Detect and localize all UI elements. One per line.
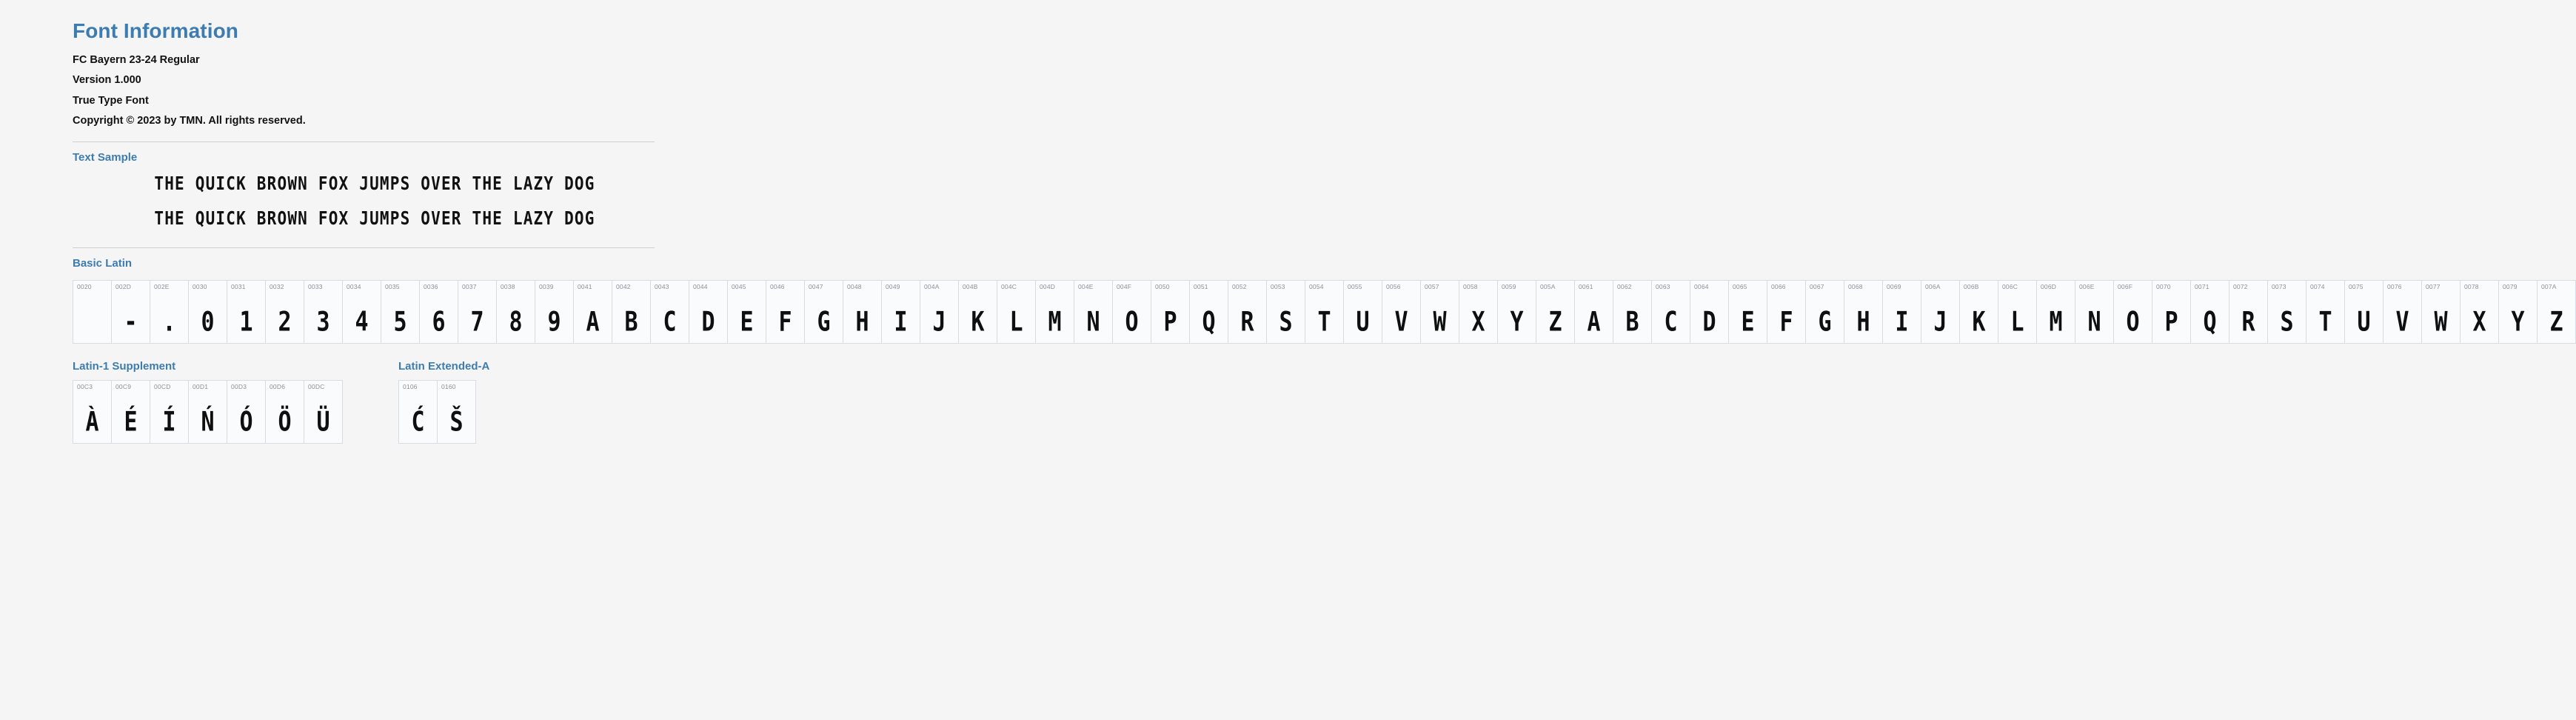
glyph-character: Y [1510,306,1524,338]
latin-extended-a-glyph-grid [398,380,476,444]
font-metadata [73,50,655,131]
glyph-codepoint: 0069 [1887,282,1901,290]
glyph-cell[interactable] [1767,281,1806,344]
glyph-codepoint: 004A [924,282,940,290]
glyph-codepoint: 0076 [2387,282,2402,290]
glyph-character: R [2241,306,2255,338]
latin-extended-a-heading: Latin Extended-A [398,359,490,373]
glyph-codepoint: 0071 [2195,282,2209,290]
glyph-character: 0 [201,306,215,338]
glyph-codepoint: 00DC [308,382,325,390]
basic-latin-glyph-grid [73,280,2576,344]
glyph-cell[interactable] [1960,281,1998,344]
glyph-character: 3 [316,306,330,338]
glyph-codepoint: 006C [2002,282,2018,290]
glyph-character: Y [2511,306,2525,338]
glyph-cell[interactable] [1113,281,1151,344]
glyph-cell[interactable] [574,281,612,344]
glyph-cell[interactable] [1575,281,1613,344]
latin1-supplement-section [73,360,398,444]
text-sample-line-2: THE QUICK BROWN FOX JUMPS OVER THE LAZY DOG [154,207,595,230]
glyph-cell[interactable] [266,381,304,444]
glyph-character: J [1933,306,1947,338]
glyph-codepoint: 0056 [1386,282,1401,290]
glyph-codepoint: 00D6 [270,382,286,390]
divider-middle [73,247,655,248]
glyph-codepoint: 006B [1964,282,1979,290]
glyph-cell[interactable] [2537,281,2576,344]
glyph-cell[interactable] [959,281,997,344]
glyph-character: Ć [411,406,425,438]
glyph-codepoint: 0042 [616,282,631,290]
glyph-cell[interactable] [2229,281,2268,344]
glyph-character: M [2049,306,2063,338]
glyph-codepoint: 0058 [1463,282,1478,290]
glyph-codepoint: 00CD [154,382,171,390]
glyph-character: G [1818,306,1832,338]
glyph-codepoint: 0106 [403,382,418,390]
glyph-cell[interactable] [2383,281,2422,344]
glyph-character: 9 [547,306,561,338]
glyph-cell[interactable] [1421,281,1459,344]
glyph-cell[interactable] [2460,281,2499,344]
glyph-codepoint: 0051 [1194,282,1208,290]
text-sample-line-1: THE QUICK BROWN FOX JUMPS OVER THE LAZY DOG [154,173,595,195]
glyph-codepoint: 0059 [1502,282,1516,290]
glyph-character: É [124,406,138,438]
text-sample-heading: Text Sample [73,151,138,164]
glyph-codepoint: 0046 [770,282,785,290]
glyph-cell[interactable] [227,381,266,444]
glyph-cell[interactable] [112,381,150,444]
glyph-cell[interactable] [1344,281,1382,344]
glyph-cell[interactable] [997,281,1036,344]
glyph-cell[interactable] [2306,281,2345,344]
glyph-codepoint: 006F [2118,282,2133,290]
glyph-cell[interactable] [73,381,112,444]
glyph-cell[interactable] [2345,281,2383,344]
glyph-codepoint: 0047 [809,282,823,290]
latin1-supplement-glyph-grid [73,380,343,444]
glyph-cell[interactable] [2191,281,2229,344]
glyph-cell[interactable] [689,281,728,344]
glyph-character: Z [1548,306,1562,338]
glyph-cell[interactable] [497,281,535,344]
glyph-codepoint: 00C9 [116,382,132,390]
glyph-character: Ö [278,406,292,438]
glyph-character: I [1895,306,1909,338]
glyph-codepoint: 004B [963,282,978,290]
glyph-cell[interactable] [381,281,420,344]
glyph-codepoint: 0066 [1771,282,1786,290]
font-type: True Type Font [73,94,149,107]
glyph-codepoint: 002D [116,282,132,290]
glyph-cell[interactable] [399,381,438,444]
glyph-cell[interactable] [438,381,476,444]
glyph-cell[interactable] [150,381,189,444]
glyph-codepoint: 004F [1117,282,1132,290]
glyph-character: S [1279,306,1293,338]
glyph-cell[interactable] [1036,281,1074,344]
glyph-character: R [1240,306,1254,338]
glyph-character: À [85,406,99,438]
glyph-character: H [855,306,869,338]
glyph-character: U [2357,306,2371,338]
glyph-codepoint: 0039 [539,282,554,290]
glyph-cell[interactable] [1074,281,1113,344]
glyph-character: - [124,306,138,338]
glyph-cell[interactable] [651,281,689,344]
glyph-codepoint: 0052 [1232,282,1247,290]
font-version: Version 1.000 [73,74,141,87]
glyph-character: W [1433,306,1447,338]
glyph-codepoint: 002E [154,282,170,290]
glyph-codepoint: 0050 [1155,282,1170,290]
glyph-character: F [1779,306,1793,338]
glyph-codepoint: 0057 [1425,282,1439,290]
glyph-codepoint: 0020 [77,282,92,290]
glyph-cell[interactable] [612,281,651,344]
glyph-cell[interactable] [2422,281,2460,344]
glyph-cell[interactable] [1613,281,1652,344]
glyph-cell[interactable] [1844,281,1883,344]
glyph-character: P [2164,306,2178,338]
glyph-character: S [2280,306,2294,338]
glyph-character: X [1471,306,1485,338]
glyph-character: V [2395,306,2409,338]
glyph-cell[interactable] [1690,281,1729,344]
glyph-codepoint: 0034 [347,282,361,290]
glyph-codepoint: 006A [1925,282,1941,290]
glyph-codepoint: 0031 [231,282,246,290]
glyph-character: M [1048,306,1062,338]
glyph-cell[interactable] [766,281,805,344]
glyph-character: O [1125,306,1139,338]
glyph-character: 6 [432,306,446,338]
glyph-character: D [1702,306,1716,338]
glyph-cell[interactable] [2075,281,2114,344]
supplement-sections [73,360,655,444]
glyph-cell[interactable] [189,381,227,444]
glyph-cell[interactable] [266,281,304,344]
glyph-character: 4 [355,306,369,338]
glyph-codepoint: 0044 [693,282,708,290]
glyph-codepoint: 0053 [1271,282,1285,290]
glyph-cell[interactable] [420,281,458,344]
basic-latin-heading: Basic Latin [73,256,133,270]
glyph-codepoint: 00D1 [193,382,209,390]
glyph-cell[interactable] [882,281,920,344]
glyph-cell[interactable] [73,281,112,344]
glyph-character: C [1664,306,1678,338]
glyph-codepoint: 0032 [270,282,284,290]
glyph-cell[interactable] [1228,281,1267,344]
glyph-cell[interactable] [535,281,574,344]
font-name: FC Bayern 23-24 Regular [73,54,200,66]
latin-extended-a-section [398,360,620,444]
glyph-cell[interactable] [1998,281,2037,344]
glyph-character: Q [2203,306,2217,338]
glyph-codepoint: 0075 [2349,282,2363,290]
glyph-codepoint: 007A [2541,282,2557,290]
glyph-cell[interactable] [1305,281,1344,344]
glyph-cell[interactable] [2037,281,2075,344]
glyph-cell[interactable] [1498,281,1536,344]
glyph-codepoint: 0070 [2156,282,2171,290]
glyph-codepoint: 00D3 [231,382,247,390]
glyph-codepoint: 006E [2079,282,2095,290]
glyph-character: U [1356,306,1370,338]
glyph-character: T [2318,306,2332,338]
glyph-character: E [740,306,754,338]
glyph-cell[interactable] [1267,281,1305,344]
glyph-character: 7 [470,306,484,338]
glyph-cell[interactable] [304,281,343,344]
glyph-character: A [586,306,600,338]
glyph-character: B [1625,306,1639,338]
glyph-codepoint: 0043 [655,282,669,290]
glyph-cell[interactable] [343,281,381,344]
glyph-character: Ó [239,406,253,438]
glyph-character: Z [2549,306,2563,338]
glyph-codepoint: 0063 [1656,282,1670,290]
glyph-codepoint: 004D [1040,282,1056,290]
glyph-character: L [1009,306,1023,338]
glyph-codepoint: 0030 [193,282,207,290]
glyph-cell[interactable] [304,381,343,444]
glyph-cell[interactable] [1190,281,1228,344]
glyph-cell[interactable] [1883,281,1921,344]
glyph-codepoint: 004E [1078,282,1094,290]
glyph-character: J [932,306,946,338]
glyph-codepoint: 00C3 [77,382,93,390]
glyph-character: K [1972,306,1986,338]
glyph-cell[interactable] [728,281,766,344]
glyph-cell[interactable] [1536,281,1575,344]
glyph-character: G [817,306,831,338]
glyph-character: K [971,306,985,338]
glyph-cell[interactable] [1921,281,1960,344]
glyph-cell[interactable] [227,281,266,344]
font-copyright: Copyright © 2023 by TMN. All rights reserved. [73,114,306,127]
glyph-cell[interactable] [1459,281,1498,344]
glyph-character: X [2472,306,2486,338]
glyph-codepoint: 0037 [462,282,477,290]
glyph-character: B [624,306,638,338]
glyph-character: Ü [316,406,330,438]
glyph-cell[interactable] [1382,281,1421,344]
glyph-codepoint: 0061 [1579,282,1593,290]
glyph-codepoint: 0077 [2426,282,2440,290]
divider-top [73,141,655,142]
glyph-cell[interactable] [2152,281,2191,344]
glyph-codepoint: 0041 [578,282,592,290]
glyph-codepoint: 0036 [424,282,438,290]
glyph-character: L [2010,306,2024,338]
glyph-character: N [1086,306,1100,338]
glyph-character: W [2434,306,2448,338]
glyph-character: C [663,306,677,338]
glyph-character: Q [1202,306,1216,338]
glyph-cell[interactable] [112,281,150,344]
glyph-codepoint: 0062 [1617,282,1632,290]
glyph-cell[interactable] [150,281,189,344]
glyph-codepoint: 0078 [2464,282,2479,290]
glyph-character: D [701,306,715,338]
glyph-character: A [1587,306,1601,338]
glyph-codepoint: 0048 [847,282,862,290]
glyph-character: V [1394,306,1408,338]
glyph-cell[interactable] [458,281,497,344]
glyph-character: 5 [393,306,407,338]
glyph-cell[interactable] [1806,281,1844,344]
glyph-codepoint: 004C [1001,282,1017,290]
glyph-codepoint: 0074 [2310,282,2325,290]
glyph-character: 2 [278,306,292,338]
glyph-character: . [162,306,176,338]
glyph-character: Š [449,406,464,438]
glyph-codepoint: 0072 [2233,282,2248,290]
glyph-codepoint: 005A [1540,282,1556,290]
glyph-character: T [1317,306,1331,338]
glyph-cell[interactable] [2268,281,2306,344]
glyph-codepoint: 0049 [886,282,900,290]
glyph-character: O [2126,306,2140,338]
glyph-character: P [1163,306,1177,338]
glyph-cell[interactable] [920,281,959,344]
glyph-cell[interactable] [2114,281,2152,344]
glyph-character: Í [162,406,176,438]
glyph-codepoint: 0038 [501,282,515,290]
glyph-codepoint: 0068 [1848,282,1863,290]
glyph-character: E [1741,306,1755,338]
glyph-cell[interactable] [1729,281,1767,344]
glyph-codepoint: 0065 [1733,282,1747,290]
glyph-character: H [1856,306,1870,338]
glyph-codepoint: 0064 [1694,282,1709,290]
glyph-character: I [894,306,908,338]
glyph-codepoint: 0033 [308,282,323,290]
basic-latin-section [73,256,2563,344]
glyph-cell[interactable] [2499,281,2537,344]
page-title: Font Information [73,19,239,42]
glyph-codepoint: 0055 [1348,282,1362,290]
glyph-cell[interactable] [805,281,843,344]
glyph-cell[interactable] [189,281,227,344]
text-sample-block [73,167,655,237]
glyph-cell[interactable] [1151,281,1190,344]
glyph-character: 1 [239,306,253,338]
glyph-character: Ń [201,406,215,438]
glyph-codepoint: 0073 [2272,282,2286,290]
glyph-cell[interactable] [1652,281,1690,344]
glyph-character: F [778,306,792,338]
glyph-character: 8 [509,306,523,338]
glyph-codepoint: 0079 [2503,282,2518,290]
glyph-codepoint: 0045 [732,282,746,290]
latin1-supplement-heading: Latin-1 Supplement [73,359,176,373]
glyph-codepoint: 0067 [1810,282,1824,290]
glyph-cell[interactable] [843,281,882,344]
glyph-codepoint: 0054 [1309,282,1324,290]
glyph-codepoint: 0160 [441,382,456,390]
glyph-codepoint: 006D [2041,282,2057,290]
glyph-codepoint: 0035 [385,282,400,290]
glyph-character: N [2087,306,2101,338]
